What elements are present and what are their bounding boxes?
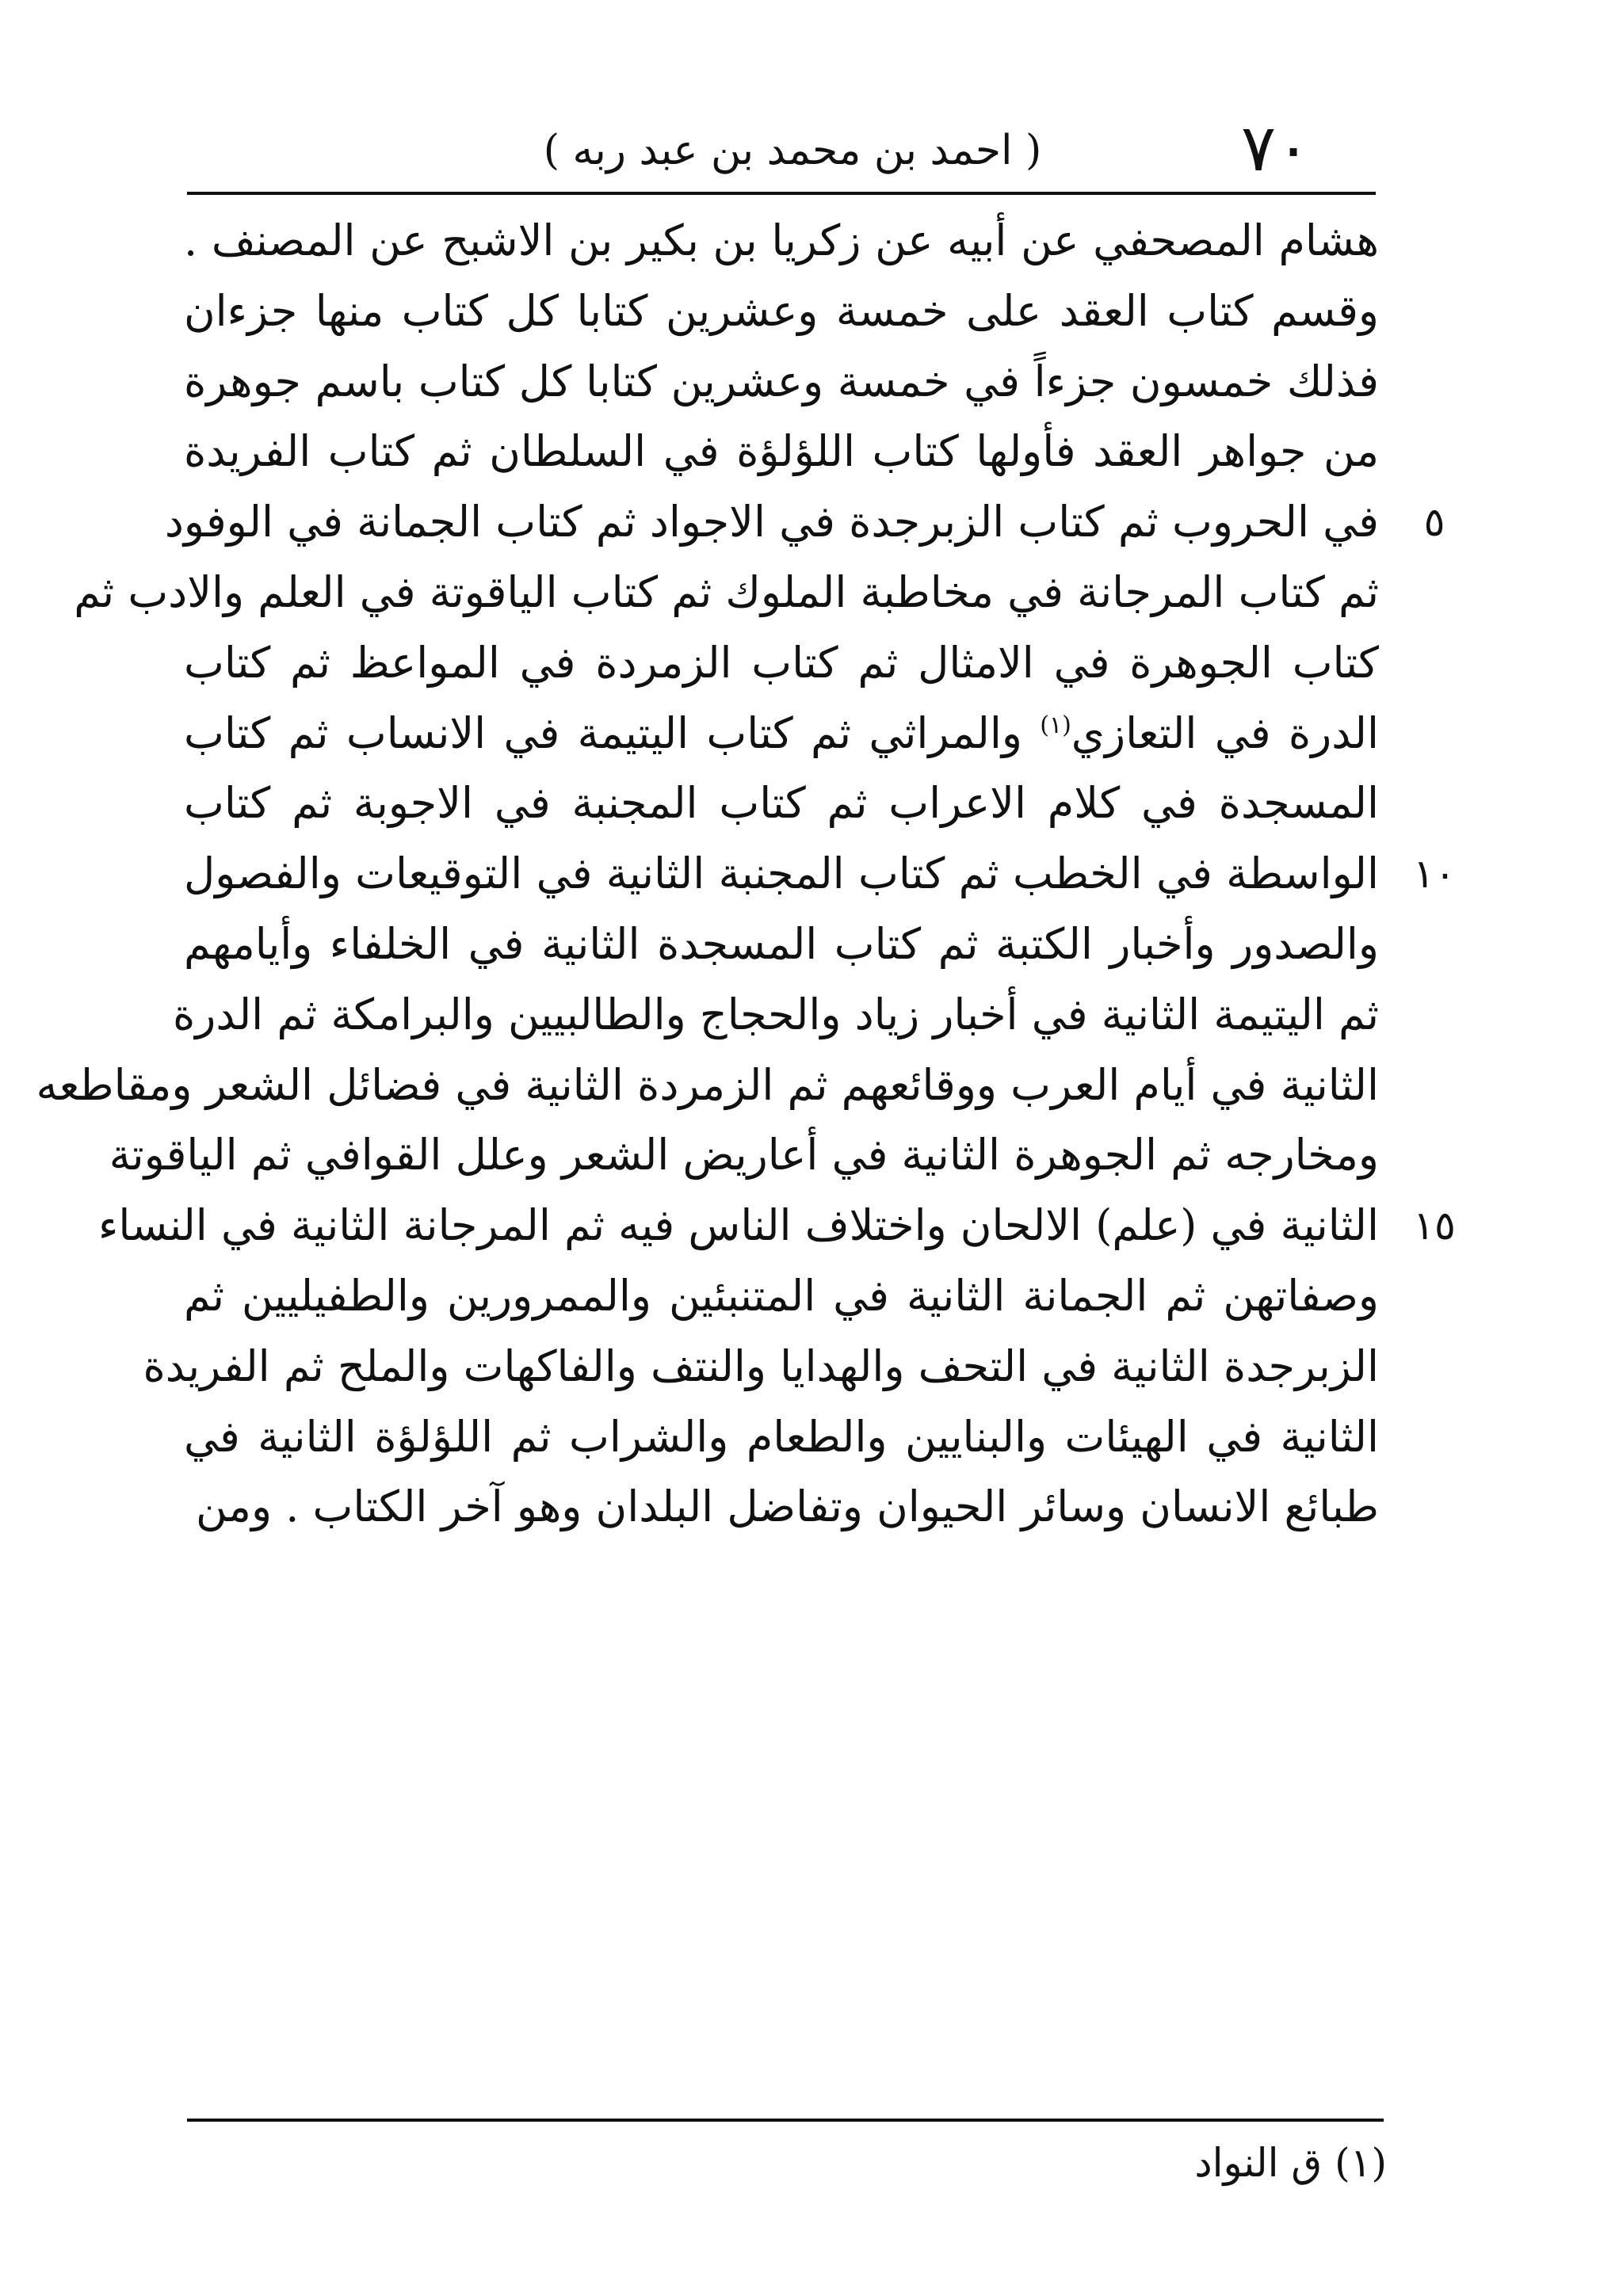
footnote-rule	[187, 2119, 1384, 2122]
text-line: الواسطة في الخطب ثم كتاب المجنبة الثانية في التوقيعات والفصول	[184, 849, 1379, 899]
text-segment: والمراثي ثم كتاب اليتيمة في الانساب ثم كتاب	[184, 707, 1041, 758]
text-line: من جواهر العقد فأولها كتاب اللؤلؤة في السلطان ثم كتاب الفريدة	[184, 426, 1379, 477]
running-header-title: ( احمد بن محمد بن عبد ربه )	[543, 127, 1042, 174]
text-line: ثم اليتيمة الثانية في أخبار زياد والحجاج والطالبيين والبرامكة ثم الدرة	[173, 989, 1379, 1039]
text-line: وصفاتهن ثم الجمانة الثانية في المتنبئين والممرورين والطفيليين ثم	[184, 1270, 1379, 1321]
text-line: كتاب الجوهرة في الامثال ثم كتاب الزمردة في المواعظ ثم كتاب	[184, 637, 1379, 688]
footnote-marker: (١)	[1335, 2140, 1387, 2186]
text-line: الزبرجدة الثانية في التحف والهدايا والنتف والفاكهات والملح ثم الفريدة	[143, 1341, 1379, 1391]
text-line: وقسم كتاب العقد على خمسة وعشرين كتابا كل كتاب منها جزءان	[184, 285, 1379, 336]
line-number-15: ١٥	[1413, 1203, 1456, 1249]
text-line: ثم كتاب المرجانة في مخاطبة الملوك ثم كتاب الياقوتة في العلم والادب ثم	[74, 566, 1379, 617]
main-text-block	[36, 206, 1379, 1543]
text-line: ومخارجه ثم الجوهرة الثانية في أعاريض الشعر وعلل القوافي ثم الياقوتة	[109, 1130, 1379, 1180]
text-line: الثانية في (علم) الالحان واختلاف الناس فيه ثم المرجانة الثانية في النساء	[98, 1200, 1379, 1251]
text-line: الثانية في الهيئات والبنايين والطعام والشراب ثم اللؤلؤة الثانية في	[184, 1411, 1379, 1462]
text-segment: الدرة في التعازي	[1071, 707, 1379, 758]
text-line: والصدور وأخبار الكتبة ثم كتاب المسجدة الثانية في الخلفاء وأيامهم	[184, 918, 1379, 969]
line-number-5: ٥	[1423, 499, 1445, 546]
text-line: الثانية في أيام العرب ووقائعهم ثم الزمردة الثانية في فضائل الشعر ومقاطعه	[36, 1059, 1379, 1110]
text-line: المسجدة في كلام الاعراب ثم كتاب المجنبة في الاجوبة ثم كتاب	[184, 778, 1379, 829]
line-number-10: ١٠	[1413, 851, 1456, 898]
text-line: فذلك خمسون جزءاً في خمسة وعشرين كتابا كل كتاب باسم جوهرة	[184, 356, 1379, 406]
page-number: ٧٠	[1240, 111, 1312, 186]
footnote-reference[interactable]: (١)	[1040, 711, 1071, 739]
text-line: طبائع الانسان وسائر الحيوان وتفاضل البلدان وهو آخر الكتاب . ومن	[195, 1482, 1379, 1532]
footnote	[872, 2127, 1387, 2199]
text-line: في الحروب ثم كتاب الزبرجدة في الاجواد ثم كتاب الجمانة في الوفود	[164, 497, 1379, 547]
text-line: هشام المصحفي عن أبيه عن زكريا بن بكير بن الاشبح عن المصنف .	[184, 215, 1379, 265]
footnote-text: ق النواد	[1194, 2140, 1323, 2186]
text-line-with-footnote-ref	[184, 699, 1379, 769]
header-rule	[187, 192, 1376, 195]
